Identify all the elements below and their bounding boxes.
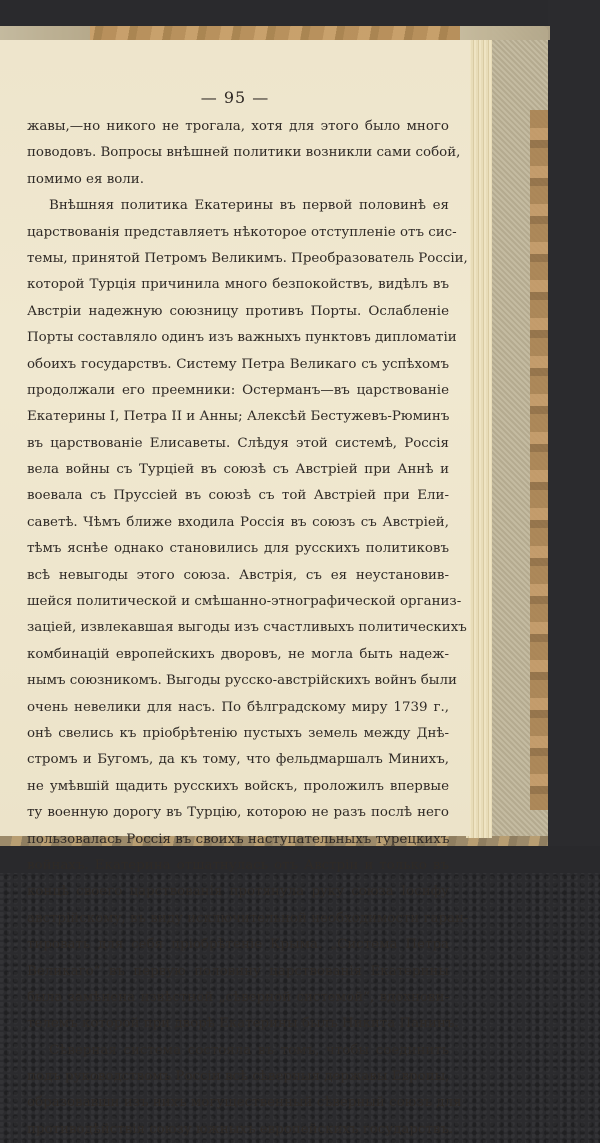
text-line: пользовалась Россія въ своихъ наступательныхъ турецкихъ: [27, 831, 450, 847]
book-top-edge: [0, 26, 540, 40]
page-text: [27, 114, 469, 1143]
text-line: продолжали его преемники: Остерманъ—въ царствованіе: [27, 382, 449, 398]
text-line: въ царствованіе Елисаветы. Слѣдуя этой системѣ, Россія: [27, 435, 449, 451]
text-line: противодѣйствія союзу южныхъ европейскихъ государствъ.: [27, 1121, 454, 1137]
book-page: [0, 40, 470, 1137]
text-line: стромъ и Бугомъ, да къ тому, что фельдмаршалъ Минихъ,: [27, 752, 449, 768]
text-line: Екатерины I, Петра II и Анны; Алексѣй Бестужевъ-Рюминъ: [27, 409, 450, 425]
text-line: саветѣ. Чѣмъ ближе входила Россія въ союзъ съ Австріей,: [27, 514, 449, 530]
text-line: обоихъ государствъ. Систему Петра Великаго съ успѣхомъ: [27, 356, 449, 372]
text-line: вела войны съ Турціей въ союзѣ съ Австріей при Аннѣ и: [27, 462, 449, 478]
text-line: которой Турція причинила много безпокойствъ, видѣлъ въ: [27, 277, 449, 293]
text-line: комбинацій европейскихъ дворовъ, не могла быть надеж-: [27, 646, 449, 662]
text-line: тѣмъ яснѣе однако становились для русскихъ политиковъ: [27, 541, 449, 557]
text-line: ту военную дорогу въ Турцію, которою не разъ послѣ него: [27, 805, 449, 821]
leather-background-right: [548, 0, 600, 873]
text-line: тировать для себя пріобрѣтеніе Крыма. „Система Петра: [27, 937, 449, 953]
page-number: — 95 —: [200, 88, 270, 107]
text-line: подъ руководствомъ Россіи всѣ сѣверныя державы Европы,: [27, 1069, 450, 1085]
text-line: войнахъ. Екатерина отшатнулась отъ Австріи и только въ: [27, 857, 449, 873]
text-line: Австріи надежную союзницу противъ Порты. Ослабленіе: [27, 303, 449, 319]
text-line: была замѣнена извѣстной „сѣверной системой“, вдохнови-: [27, 989, 449, 1005]
text-line: Великаго“ въ первую половину царствованія Екатерины: [27, 963, 449, 979]
text-line: заціей, извлекавшая выгоды изъ счастливыхъ политическихъ: [27, 620, 467, 636]
text-line: нымъ союзникомъ. Выгоды русско-австрійскихъ войнъ были: [27, 673, 457, 689]
text-line: темы, принятой Петромъ Великимъ. Преобразователь Россіи,: [27, 250, 468, 266]
text-line: Сѣверная система состояла въ томъ, чтобы соединить: [49, 1042, 449, 1058]
text-line: телемъ которой при дворѣ Екатерины былъ Никита Панинъ.: [27, 1016, 459, 1032]
paragraph: [27, 114, 461, 193]
text-line: жавы,—но никого не трогала, хотя для этого было много: [27, 119, 449, 134]
text-line: шейся политической и смѣшанно-этнографической организ-: [27, 594, 462, 610]
text-line: австрійскому, въ виду исключительной необходимости гаран-: [27, 910, 469, 926]
text-line: Внѣшняя политика Екатерины въ первой половинѣ ея: [49, 198, 449, 214]
text-line: не умѣвшій щадить русскихъ войскъ, проложилъ впервые: [27, 778, 449, 794]
text-line: Порты составляло одинъ изъ важныхъ пунктовъ дипломатіи: [27, 330, 457, 346]
leather-background-top: [0, 0, 600, 28]
text-line: всѣ невыгоды этого союза. Австрія, съ ея неустановив-: [27, 567, 449, 583]
paragraph: [27, 193, 469, 1038]
book-cover-wood-edge: [530, 110, 548, 810]
paragraph: [27, 1038, 462, 1143]
text-line: концѣ своего царствованія протянула руку союза Іосифу: [27, 884, 449, 900]
text-line: поводовъ. Вопросы внѣшней политики возникли сами собой,: [27, 145, 461, 161]
text-line: воевала съ Пруссіей въ союзѣ съ той Австріей при Ели-: [27, 488, 449, 504]
text-line: онѣ свелись къ пріобрѣтенію пустыхъ земель между Днѣ-: [27, 725, 449, 741]
text-line: помимо ея воли.: [27, 171, 144, 187]
text-line: образовавши изъ нихъ могущественный сѣверный союзъ для: [27, 1095, 462, 1111]
text-line: очень невелики для насъ. По бѣлградскому миру 1739 г.,: [27, 699, 449, 715]
text-line: царствованія представляетъ нѣкоторое отступленіе отъ сис-: [27, 224, 457, 240]
